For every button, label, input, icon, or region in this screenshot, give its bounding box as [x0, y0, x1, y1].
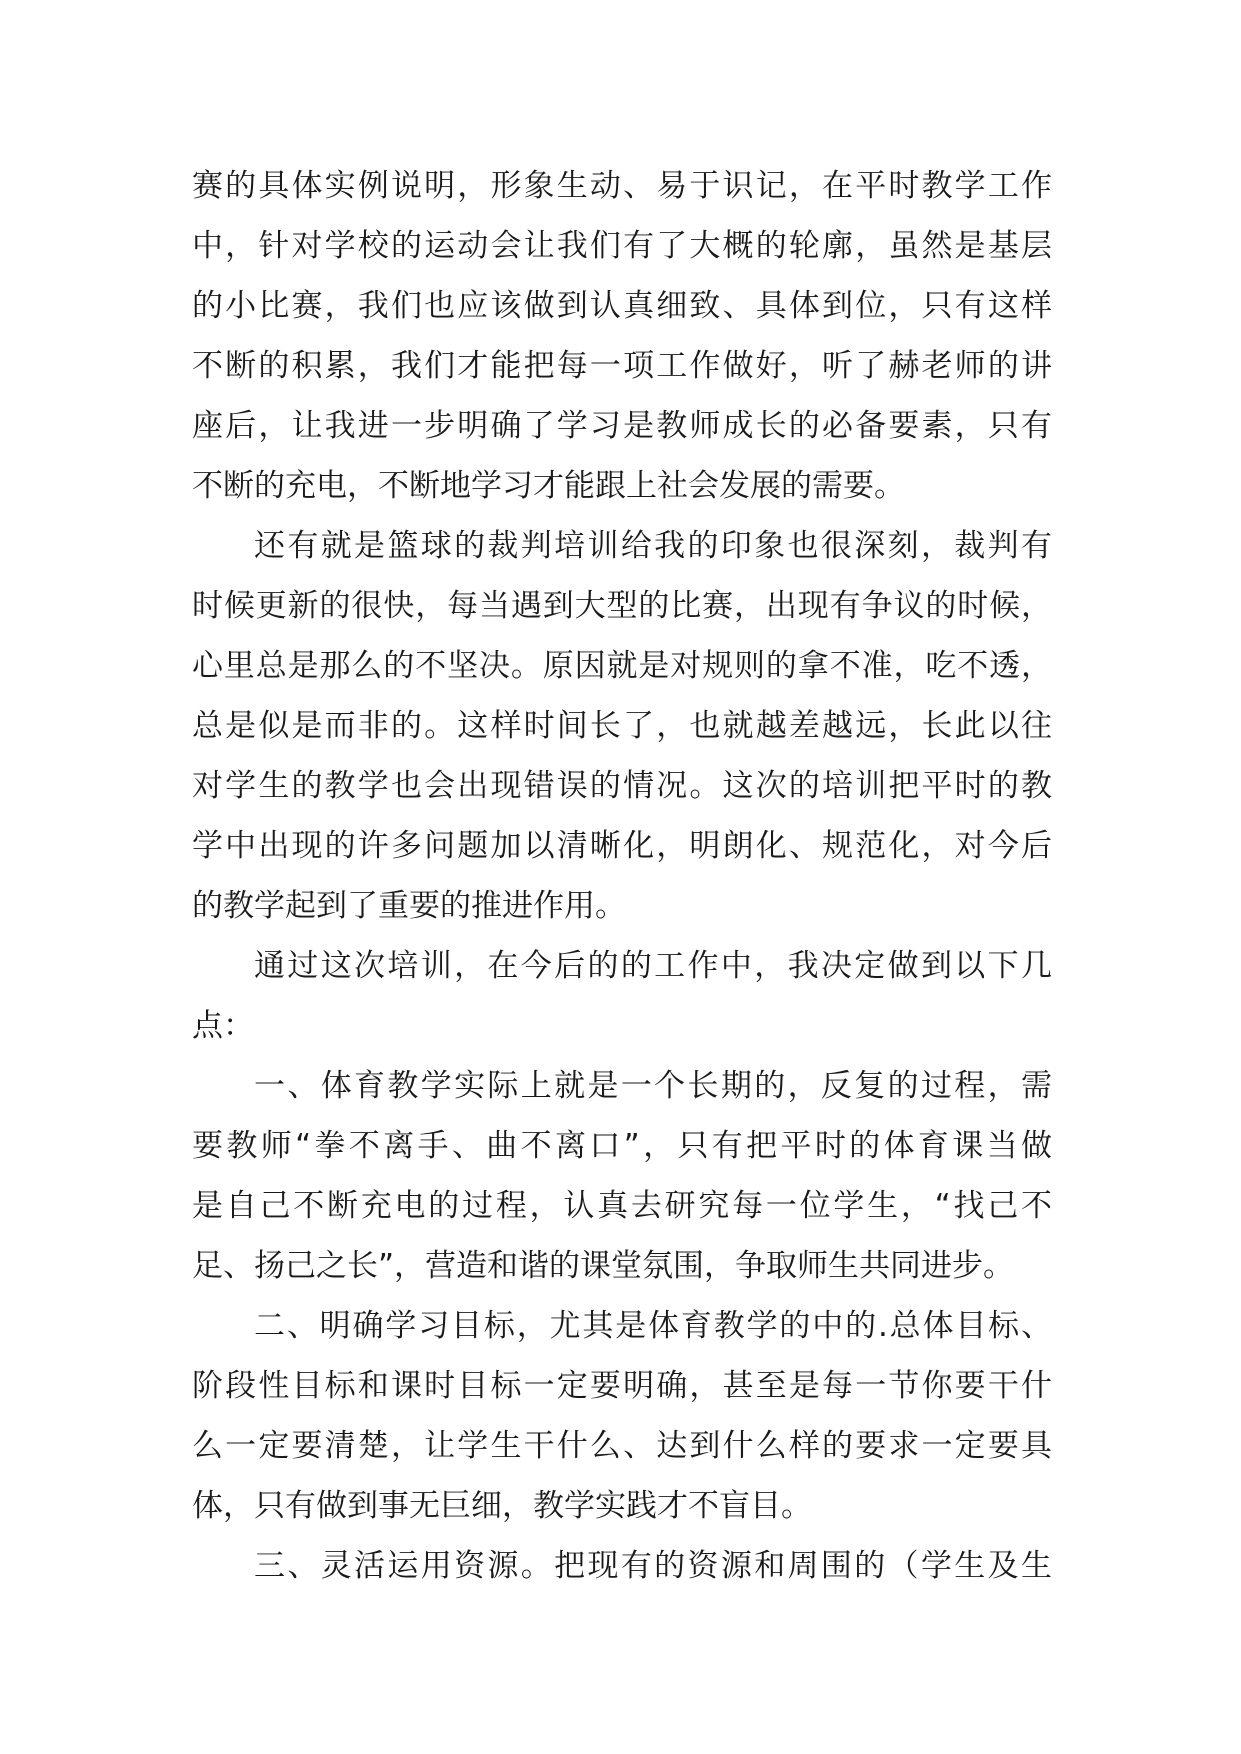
- document-line: 总是似是而非的。这样时间长了，也就越差越远，长此以往: [192, 708, 1052, 744]
- document-line: 不断的积累，我们才能把每一项工作做好，听了赫老师的讲: [192, 348, 1052, 384]
- document-line: 时候更新的很快，每当遇到大型的比赛，出现有争议的时候，: [192, 588, 1052, 624]
- document-line: 要教师“拳不离手、曲不离口”，只有把平时的体育课当做: [192, 1128, 1052, 1164]
- document-line: 对学生的教学也会出现错误的情况。这次的培训把平时的教: [192, 768, 1052, 804]
- document-line: 足、扬己之长”，营造和谐的课堂氛围，争取师生共同进步。: [192, 1248, 1015, 1284]
- document-line: 是自己不断充电的过程，认真去研究每一位学生，“找己不: [192, 1188, 1052, 1224]
- document-line: 么一定要清楚，让学生干什么、达到什么样的要求一定要具: [192, 1428, 1052, 1464]
- document-line: 通过这次培训，在今后的的工作中，我决定做到以下几: [254, 948, 1052, 984]
- document-line: 的小比赛，我们也应该做到认真细致、具体到位，只有这样: [192, 288, 1052, 324]
- document-body: [192, 156, 1052, 1596]
- document-line: 学中出现的许多问题加以清晰化，明朗化、规范化，对今后: [192, 828, 1052, 864]
- document-line: 不断的充电，不断地学习才能跟上社会发展的需要。: [192, 468, 905, 504]
- document-line: 一、体育教学实际上就是一个长期的，反复的过程，需: [254, 1068, 1052, 1104]
- document-line: 点：: [192, 1008, 254, 1044]
- document-line: 阶段性目标和课时目标一定要明确，甚至是每一节你要干什: [192, 1368, 1052, 1404]
- document-line: 赛的具体实例说明，形象生动、易于识记，在平时教学工作: [192, 168, 1052, 204]
- document-line: 心里总是那么的不坚决。原因就是对规则的拿不准，吃不透，: [192, 648, 1052, 684]
- document-line: 二、明确学习目标，尤其是体育教学的中的.总体目标、: [254, 1308, 1052, 1344]
- document-line: 中，针对学校的运动会让我们有了大概的轮廓，虽然是基层: [192, 228, 1052, 264]
- document-line: 座后，让我进一步明确了学习是教师成长的必备要素，只有: [192, 408, 1052, 444]
- document-line: 三、灵活运用资源。把现有的资源和周围的（学生及生: [254, 1548, 1052, 1584]
- document-line: 体，只有做到事无巨细，教学实践才不盲目。: [192, 1488, 812, 1524]
- document-line: 的教学起到了重要的推进作用。: [192, 888, 626, 924]
- document-line: 还有就是篮球的裁判培训给我的印象也很深刻，裁判有: [254, 528, 1052, 564]
